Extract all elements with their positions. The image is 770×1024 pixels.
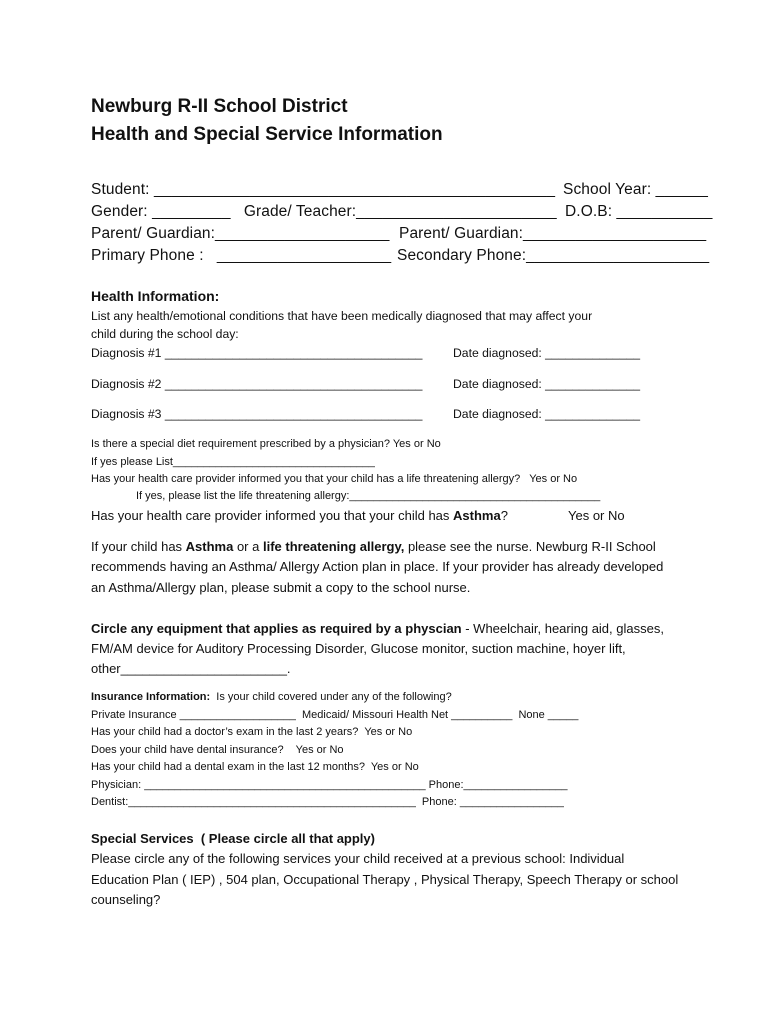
school-year-field[interactable]: School Year: ______	[563, 181, 708, 198]
dental-exam-question[interactable]: Has your child had a dental exam in the last 12 months? Yes or No	[91, 761, 419, 773]
action-plan-text-e: please see the nurse. Newburg R-II School	[404, 539, 656, 554]
diagnosis-1-field[interactable]: Diagnosis #1 ______________________________________	[91, 346, 423, 360]
asthma-word: Asthma	[453, 508, 501, 523]
equipment-heading: Circle any equipment that applies as required by a physcian	[91, 621, 462, 636]
action-plan-allergy: life threatening allergy,	[262, 539, 405, 554]
action-plan-text-c: or a	[233, 539, 263, 554]
special-services-line2: Education Plan ( IEP) , 504 plan, Occupational Therapy , Physical Therapy, Speech Therapy or school	[91, 872, 679, 887]
special-services-line1: Please circle any of the following services your child received at a previous school: Individual	[91, 851, 625, 866]
action-plan-line3: an Asthma/Allergy plan, please submit a copy to the school nurse.	[91, 580, 471, 595]
insurance-question: Is your child covered under any of the following?	[210, 691, 452, 703]
dental-insurance-question[interactable]: Does your child have dental insurance? Yes or No	[91, 744, 344, 756]
doctor-exam-question[interactable]: Has your child had a doctor’s exam in the last 2 years? Yes or No	[91, 726, 413, 738]
diagnosis-1-date-field[interactable]: Date diagnosed: ______________	[453, 346, 641, 360]
health-intro-line2: child during the school day:	[91, 327, 239, 341]
special-services-heading: Special Services ( Please circle all that apply)	[91, 831, 375, 846]
asthma-question[interactable]	[91, 508, 508, 523]
insurance-type-field[interactable]: Private Insurance ___________________ Medicaid/ Missouri Health Net __________ None _____	[91, 709, 579, 721]
diagnosis-3-field[interactable]: Diagnosis #3 ______________________________________	[91, 407, 423, 421]
insurance-heading: Insurance Information:	[91, 691, 211, 703]
diagnosis-2-field[interactable]: Diagnosis #2 ______________________________________	[91, 377, 423, 391]
allergy-question[interactable]: Has your health care provider informed you that your child has a life threatening allergy? Yes or No	[91, 473, 578, 485]
equipment-line1	[91, 621, 664, 636]
action-plan-line2: recommends having an Asthma/ Allergy Action plan in place. If your provider has already developed	[91, 559, 664, 574]
student-field[interactable]: Student: ______________________________________________	[91, 181, 556, 198]
form-title: Health and Special Service Information	[91, 124, 443, 145]
allergy-list-field[interactable]: If yes, please list the life threatening allergy:_________________________________________	[136, 490, 601, 502]
dob-field[interactable]: D.O.B: ___________	[565, 203, 713, 220]
district-title: Newburg R-II School District	[91, 96, 348, 117]
gender-grade-teacher-field[interactable]: Gender: _________ Grade/ Teacher:_______________________	[91, 203, 557, 220]
secondary-phone-field[interactable]: Secondary Phone:_____________________	[397, 247, 710, 264]
diet-list-field[interactable]: If yes please List_________________________________	[91, 456, 375, 468]
equipment-other-field[interactable]: other_______________________.	[91, 661, 291, 676]
health-heading: Health Information:	[91, 288, 220, 304]
physician-field[interactable]: Physician: ______________________________________________ Phone:_________________	[91, 779, 568, 791]
insurance-heading-line	[91, 691, 452, 703]
health-intro-line1: List any health/emotional conditions that have been medically diagnosed that may affect your	[91, 309, 593, 323]
action-plan-line1	[91, 539, 656, 554]
diagnosis-2-date-field[interactable]: Date diagnosed: ______________	[453, 377, 641, 391]
diet-question[interactable]: Is there a special diet requirement prescribed by a physician? Yes or No	[91, 438, 441, 450]
parent-guardian-1-field[interactable]: Parent/ Guardian:____________________	[91, 225, 390, 242]
action-plan-asthma: Asthma	[185, 539, 234, 554]
primary-phone-field[interactable]: Primary Phone : ____________________	[91, 247, 392, 264]
asthma-question-suffix: ?	[500, 508, 508, 523]
dentist-field[interactable]: Dentist:_______________________________________________ Phone: _________________	[91, 796, 564, 808]
asthma-answer[interactable]: Yes or No	[568, 508, 625, 523]
asthma-question-prefix: Has your health care provider informed you that your child has	[91, 508, 454, 523]
action-plan-text-a: If your child has	[91, 539, 186, 554]
special-services-line3: counseling?	[91, 892, 161, 907]
equipment-items-1: - Wheelchair, hearing aid, glasses,	[461, 621, 664, 636]
diagnosis-3-date-field[interactable]: Date diagnosed: ______________	[453, 407, 641, 421]
equipment-line2: FM/AM device for Auditory Processing Disorder, Glucose monitor, suction machine, hoyer lift,	[91, 641, 626, 656]
parent-guardian-2-field[interactable]: Parent/ Guardian:_____________________	[399, 225, 707, 242]
